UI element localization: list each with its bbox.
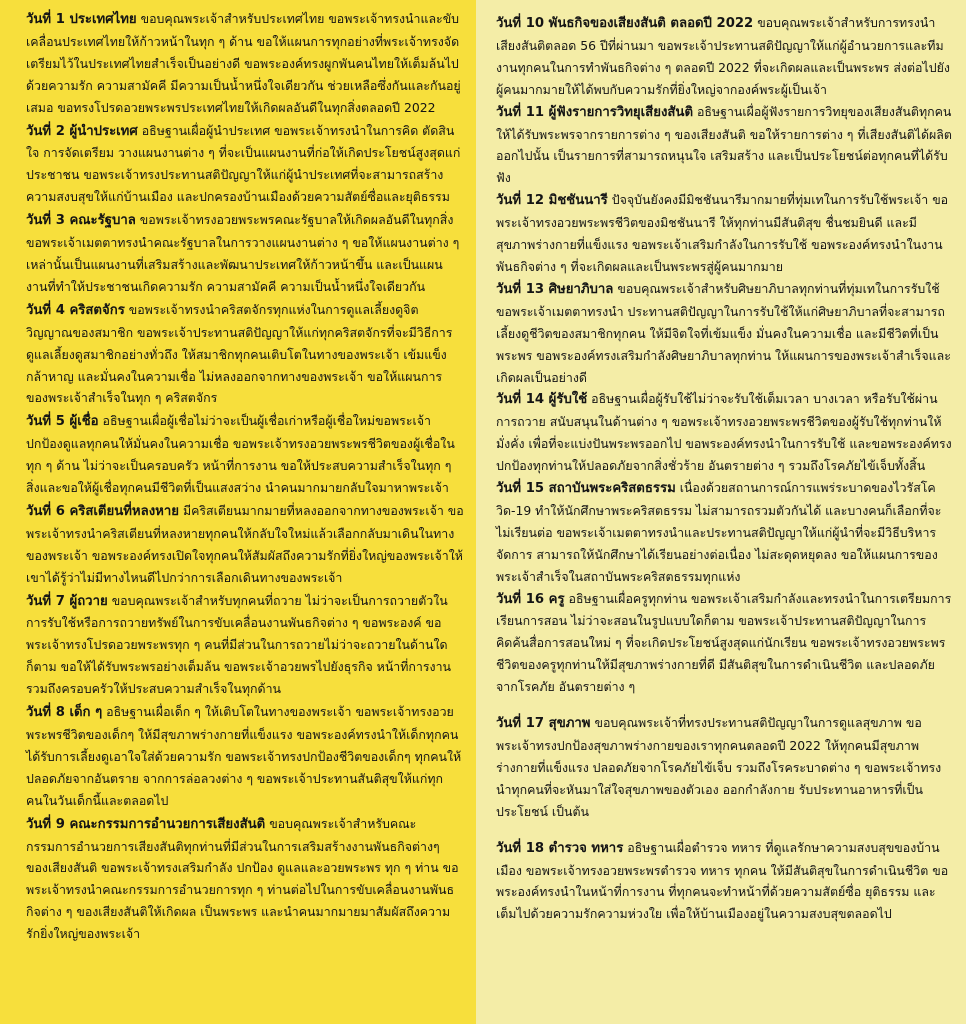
entry-body: เนื่องด้วยสถานการณ์การแพร่ระบาดของไวรัสโควิด-19 ทำให้นักศึกษาพระคริสตธรรม ไม่สามารถรวมตัวกันได้ และบางคนก็เลือกที่จะไม่เรียนต่อ ขอพระเจ้าเมตตาทรงนำและประทานสติปัญญาให้แก่ผู้นำที่จะมีวิธีบริหารจัดการ สามารถให้นักศึกษาได้เรียนอย่างต่อเนื่อง ไม่สะดุดหยุดลง ขอให้แผนการของพระเจ้าสำเร็จในสถาบันพระคริสตธรรมทุกแห่ง — [496, 480, 942, 584]
entry-body: ขอพระเจ้าทรงนำคริสตจักรทุกแห่งในการดูแลเลี้ยงดูจิตวิญญาณของสมาชิก ขอพระเจ้าประทานสติปัญญาให้แก่ทุกคริสตจักรที่จะมีวิธีการดูแลเลี้ยงดูสมาชิกอย่างทั่วถึง ให้สมาชิกทุกคนเติบโตในทางของพระเจ้า เข้มแข็ง กล้าหาญ และมั่นคงในความเชื่อ ไม่หลงออกจากทางของพระเจ้า ขอให้แผนการของพระเจ้าสำเร็จในทุก ๆ คริสตจักร — [26, 301, 453, 406]
entry-heading: วันที่ 6 คริสเตียนที่หลงหาย — [26, 503, 179, 519]
prayer-entry-day-1 — [26, 8, 464, 119]
entry-body: ขอบคุณพระเจ้าสำหรับประเทศไทย ขอพระเจ้าทรงนำและขับเคลื่อนประเทศไทยให้ก้าวหน้าในทุก ๆ ด้าน ขอให้แผนการทุกอย่างที่พระเจ้าทรงจัดเตรียมไว้ในประเทศไทยสำเร็จเป็นอย่างดี ขอพระองค์ทรงผูกพันคนไทยให้เต็มล้นไปด้วยความรัก ความสามัคคี มีความเป็นน้ำหนึ่งใจเดียวกัน ช่วยเหลือซึ่งกันและกันอยู่เสมอ ขอทรงโปรดอวยพระพรประเทศไทยให้เกิดผลอันดีในทุกสิ่งตลอดปี 2022 — [26, 11, 461, 115]
right-column — [476, 0, 966, 1024]
entry-heading: วันที่ 17 สุขภาพ — [496, 716, 591, 732]
entry-body: ปัจจุบันยังคงมีมิชชันนารีมากมายที่ทุ่มเทในการรับใช้พระเจ้า ขอพระเจ้าทรงอวยพระพรชีวิตของมิชชันนารี ให้ทุกท่านมีสันติสุข ชื่นชมยินดี และมีสุขภาพร่างกายที่แข็งแรง ขอพระเจ้าเสริมกำลังในการรับใช้ ขอพระองค์ทรงนำในงานพันธกิจต่าง ๆ ที่จะเกิดผลและเป็นพระพรสู่ผู้คนมากมาย — [496, 192, 949, 274]
entry-heading: วันที่ 12 มิชชันนารี — [496, 193, 608, 209]
prayer-entry-day-15 — [496, 477, 952, 588]
entry-heading: วันที่ 7 ผู้ถวาย — [26, 593, 108, 609]
prayer-entry-day-12 — [496, 189, 952, 278]
entry-heading: วันที่ 15 สถาบันพระคริสตธรรม — [496, 481, 676, 497]
entry-body: อธิษฐานเผื่อตำรวจ ทหาร ที่ดูแลรักษาความสงบสุขของบ้านเมือง ขอพระเจ้าทรงอวยพระพรตำรวจ ทหาร ทุกคน ให้มีสันติสุขในการดำเนินชีวิต ขอพระองค์ทรงนำในหน้าที่การงาน ที่ทุกคนจะทำหน้าที่ด้วยความสัตย์ซื่อ ยุติธรรม และเต็มไปด้วยความรักความห่วงใย เพื่อให้บ้านเมืองอยู่ในความสงบสุขตลอดไป — [496, 839, 949, 922]
entry-heading: วันที่ 10 พันธกิจของเสียงสันติ ตลอดปี 2022 — [496, 16, 754, 31]
prayer-entry-day-13 — [496, 278, 952, 389]
entry-body: มีคริสเตียนมากมายที่หลงออกจากทางของพระเจ้า ขอพระเจ้าทรงนำคริสเตียนที่หลงหายทุกคนให้กลับใจใหม่แล้วเลือกกลับมาเดินในทางของพระเจ้า ขอพระองค์ทรงเปิดใจทุกคนให้สัมผัสถึงความรักที่ยิ่งใหญ่ของพระเจ้าให้เขาได้รู้ว่าไม่มีทางไหนดีไปกว่าการเลือกเดินทางของพระเจ้า — [26, 502, 464, 585]
entry-heading: วันที่ 13 ศิษยาภิบาล — [496, 281, 614, 297]
entry-heading: วันที่ 2 ผู้นำประเทศ — [26, 123, 138, 139]
prayer-entry-day-2 — [26, 120, 464, 209]
entry-body: ขอบคุณพระเจ้าสำหรับศิษยาภิบาลทุกท่านที่ทุ่มเทในการรับใช้ ขอพระเจ้าเมตตาทรงนำ ประทานสติปัญญาในการรับใช้ให้แก่ศิษยาภิบาลที่จะสามารถเลี้ยงดูชีวิตของสมาชิกทุกคน ให้มีจิตใจที่เข้มแข็ง มั่นคงในความเชื่อ และมีชีวิตที่เป็นพระพร ขอพระองค์ทรงเสริมกำลังศิษยาภิบาลทุกท่าน ให้แผนการของพระเจ้าสำเร็จและเกิดผลเป็นอย่างดี — [496, 280, 951, 385]
prayer-entry-day-5 — [26, 410, 464, 499]
prayer-entry-day-4 — [26, 299, 464, 410]
prayer-entry-day-6 — [26, 500, 464, 589]
entry-body: อธิษฐานเผื่อผู้ฟังรายการวิทยุของเสียงสันติทุกคน ให้ได้รับพระพรจากรายการต่าง ๆ ของเสียงสันติ ขอให้รายการต่าง ๆ ที่เสียงสันติได้ผลิตออกไปนั้น เป็นรายการที่สามารถหนุนใจ เสริมสร้าง และเป็นประโยชน์ต่อทุกคนที่ได้รับฟัง — [496, 103, 952, 186]
entry-body: ขอพระเจ้าทรงอวยพระพรคณะรัฐบาลให้เกิดผลอันดีในทุกสิ่ง ขอพระเจ้าเมตตาทรงนำคณะรัฐบาลในการวางแผนงานต่าง ๆ ขอให้แผนงานต่าง ๆ เหล่านั้นเป็นแผนงานที่เสริมสร้างและพัฒนาประเทศให้ก้าวหน้าขึ้น และเป็นแผนงานที่ทำให้ประชาชนเกิดความรัก ความสามัคคี ความเป็นน้ำหนึ่งใจเดียวกัน — [26, 212, 460, 294]
entry-heading: วันที่ 9 คณะกรรมการอำนวยการเสียงสันติ — [26, 816, 266, 832]
entry-body: อธิษฐานเผื่อผู้เชื่อไม่ว่าจะเป็นผู้เชื่อเก่าหรือผู้เชื่อใหม่ขอพระเจ้าปกป้องดูแลทุกคนให้มั่นคงในความเชื่อ ขอพระเจ้าทรงอวยพระพรชีวิตของผู้เชื่อในทุก ๆ ด้าน ไม่ว่าจะเป็นครอบครัว หน้าที่การงาน ขอให้ประสบความสำเร็จในทุก ๆ สิ่งและขอให้ผู้เชื่อทุกคนมีชีวิตที่เป็นแสงสว่าง นำคนมากมายกลับใจมาหาพระเจ้า — [26, 413, 455, 496]
prayer-entry-day-18 — [496, 837, 952, 926]
prayer-entry-day-7 — [26, 590, 464, 701]
entry-heading: วันที่ 16 ครู — [496, 591, 565, 607]
prayer-entry-day-11 — [496, 101, 952, 190]
entry-body: ขอบคุณพระเจ้าสำหรับการทรงนำเสียงสันติตลอด 56 ปีที่ผ่านมา ขอพระเจ้าประทานสติปัญญาให้แก่ผู้อำนวยการและทีมงานทุกคนในการทำพันธกิจต่าง ๆ ตลอดปี 2022 ที่จะเกิดผลและเป็นพระพร ส่งต่อไปยังผู้คนมากมายให้ได้พบกับความรักที่ยิ่งใหญ่จากองค์พระผู้เป็นเจ้า — [496, 15, 950, 97]
left-column — [0, 0, 476, 1024]
prayer-entry-day-17 — [496, 712, 952, 823]
entry-body: อธิษฐานเผื่อเด็ก ๆ ให้เติบโตในทางของพระเจ้า ขอพระเจ้าทรงอวยพระพรชีวิตของเด็กๆ ให้มีสุขภาพร่างกายที่แข็งแรง ขอพระองค์ทรงนำให้เด็กทุกคนได้รับการเลี้ยงดูเอาใจใส่ด้วยความรัก ขอพระเจ้าทรงปกป้องชีวิตของเด็กๆ ทุกคนให้ปลอดภัยจากอันตราย จากการล่อลวงต่าง ๆ ขอพระเจ้าประทานสันติสุขให้แก่ทุกคนในวันเด็กนี้และตลอดไป — [26, 704, 462, 808]
prayer-entry-day-3 — [26, 209, 464, 298]
entry-body: อธิษฐานเผื่อผู้นำประเทศ ขอพระเจ้าทรงนำในการคิด ตัดสินใจ การจัดเตรียม วางแผนงานต่าง ๆ ที่จะเป็นแผนงานที่ก่อให้เกิดประโยชน์สูงสุดแก่ประชาชน ขอพระเจ้าทรงประทานสติปัญญาให้แก่ผู้นำประเทศที่จะสามารถสร้างความสงบสุขให้แก่บ้านเมือง และปกครองบ้านเมืองด้วยความสัตย์ซื่อและยุติธรรม — [26, 122, 461, 205]
entry-body: ขอบคุณพระเจ้าสำหรับทุกคนที่ถวาย ไม่ว่าจะเป็นการถวายตัวในการรับใช้หรือการถวายทรัพย์ในการขับเคลื่อนงานพันธกิจต่าง ๆ ขอพระองค์ ขอพระเจ้าทรงโปรดอวยพระพรทุก ๆ คนที่มีส่วนในการถวายไม่ว่าจะถวายในด้านใดก็ตาม ขอให้ได้รับพระพรอย่างเต็มล้น ขอพระเจ้าอวยพรไปยังธุรกิจ หน้าที่การงาน รวมถึงครอบครัวให้ประสบความสำเร็จในทุกด้าน — [26, 592, 452, 697]
entry-heading: วันที่ 18 ตำรวจ ทหาร — [496, 840, 624, 856]
prayer-entry-day-14 — [496, 388, 952, 477]
entry-body: อธิษฐานเผื่อผู้รับใช้ไม่ว่าจะรับใช้เต็มเวลา บางเวลา หรือรับใช้ผ่านการถวาย สนับสนุนในด้านต่าง ๆ ขอพระเจ้าทรงอวยพระพรชีวิตของผู้รับใช้ทุกท่านให้มั่งคั่ง เพื่อที่จะแบ่งปันพระพรออกไป ขอพระองค์ทรงนำในการรับใช้ และขอพระองค์ทรงปกป้องทุกท่านให้ปลอดภัยจากสิ่งชั่วร้าย อันตรายต่าง ๆ รวมถึงโรคภัยไข้เจ็บทั้งสิ้น — [496, 391, 952, 474]
prayer-entry-day-10 — [496, 12, 952, 101]
entry-heading: วันที่ 8 เด็ก ๆ — [26, 705, 103, 721]
entry-heading: วันที่ 14 ผู้รับใช้ — [496, 392, 588, 408]
entry-heading: วันที่ 1 ประเทศไทย — [26, 12, 137, 27]
prayer-entry-day-16 — [496, 588, 952, 699]
entry-body: ขอบคุณพระเจ้าสำหรับคณะกรรมการอำนวยการเสียงสันติทุกท่านที่มีส่วนในการเสริมสร้างงานพันธกิจต่างๆ ของเสียงสันติ ขอพระเจ้าทรงเสริมกำลัง ปกป้อง ดูแลและอวยพระพร ทุก ๆ ท่าน ขอพระเจ้าทรงนำคณะกรรมการอำนวยการทุก ๆ ท่านต่อไปในการขับเคลื่อนงานพันธกิจต่าง ๆ ของเสียงสันติให้เกิดผล เป็นพระพร และนำคนมากมายมาสัมผัสถึงความรักยิ่งใหญ่ของพระเจ้า — [26, 815, 459, 942]
entry-heading: วันที่ 4 คริสตจักร — [26, 302, 125, 318]
entry-heading: วันที่ 5 ผู้เชื่อ — [26, 414, 99, 430]
prayer-entry-day-8 — [26, 701, 464, 812]
entry-body: อธิษฐานเผื่อครูทุกท่าน ขอพระเจ้าเสริมกำลังและทรงนำในการเตรียมการเรียนการสอน ไม่ว่าจะสอนในรูปแบบใดก็ตาม ขอพระเจ้าประทานสติปัญญาในการคิดค้นสื่อการสอนใหม่ ๆ ที่จะเกิดประโยชน์สูงสุดแก่นักเรียน ขอพระเจ้าทรงอวยพระพรชีวิตของครูทุกท่านให้มีสุขภาพร่างกายที่ดี มีสันติสุขในการดำเนินชีวิต และปลอดภัยจากโรคภัย อันตรายต่าง ๆ — [496, 590, 952, 695]
entry-body: ขอบคุณพระเจ้าที่ทรงประทานสติปัญญาในการดูแลสุขภาพ ขอพระเจ้าทรงปกป้องสุขภาพร่างกายของเราทุกคนตลอดปี 2022 ให้ทุกคนมีสุขภาพร่างกายที่แข็งแรง ปลอดภัยจากโรคภัยไข้เจ็บ รวมถึงโรคระบาดต่าง ๆ ขอพระเจ้าทรงนำทุกคนที่จะหันมาใส่ใจสุขภาพของตัวเอง ออกกำลังกาย รับประทานอาหารที่เป็นประโยชน์ เป็นต้น — [496, 715, 942, 819]
entry-heading: วันที่ 3 คณะรัฐบาล — [26, 213, 136, 229]
prayer-entry-day-9 — [26, 813, 464, 945]
entry-heading: วันที่ 11 ผู้ฟังรายการวิทยุเสียงสันติ — [496, 104, 694, 120]
